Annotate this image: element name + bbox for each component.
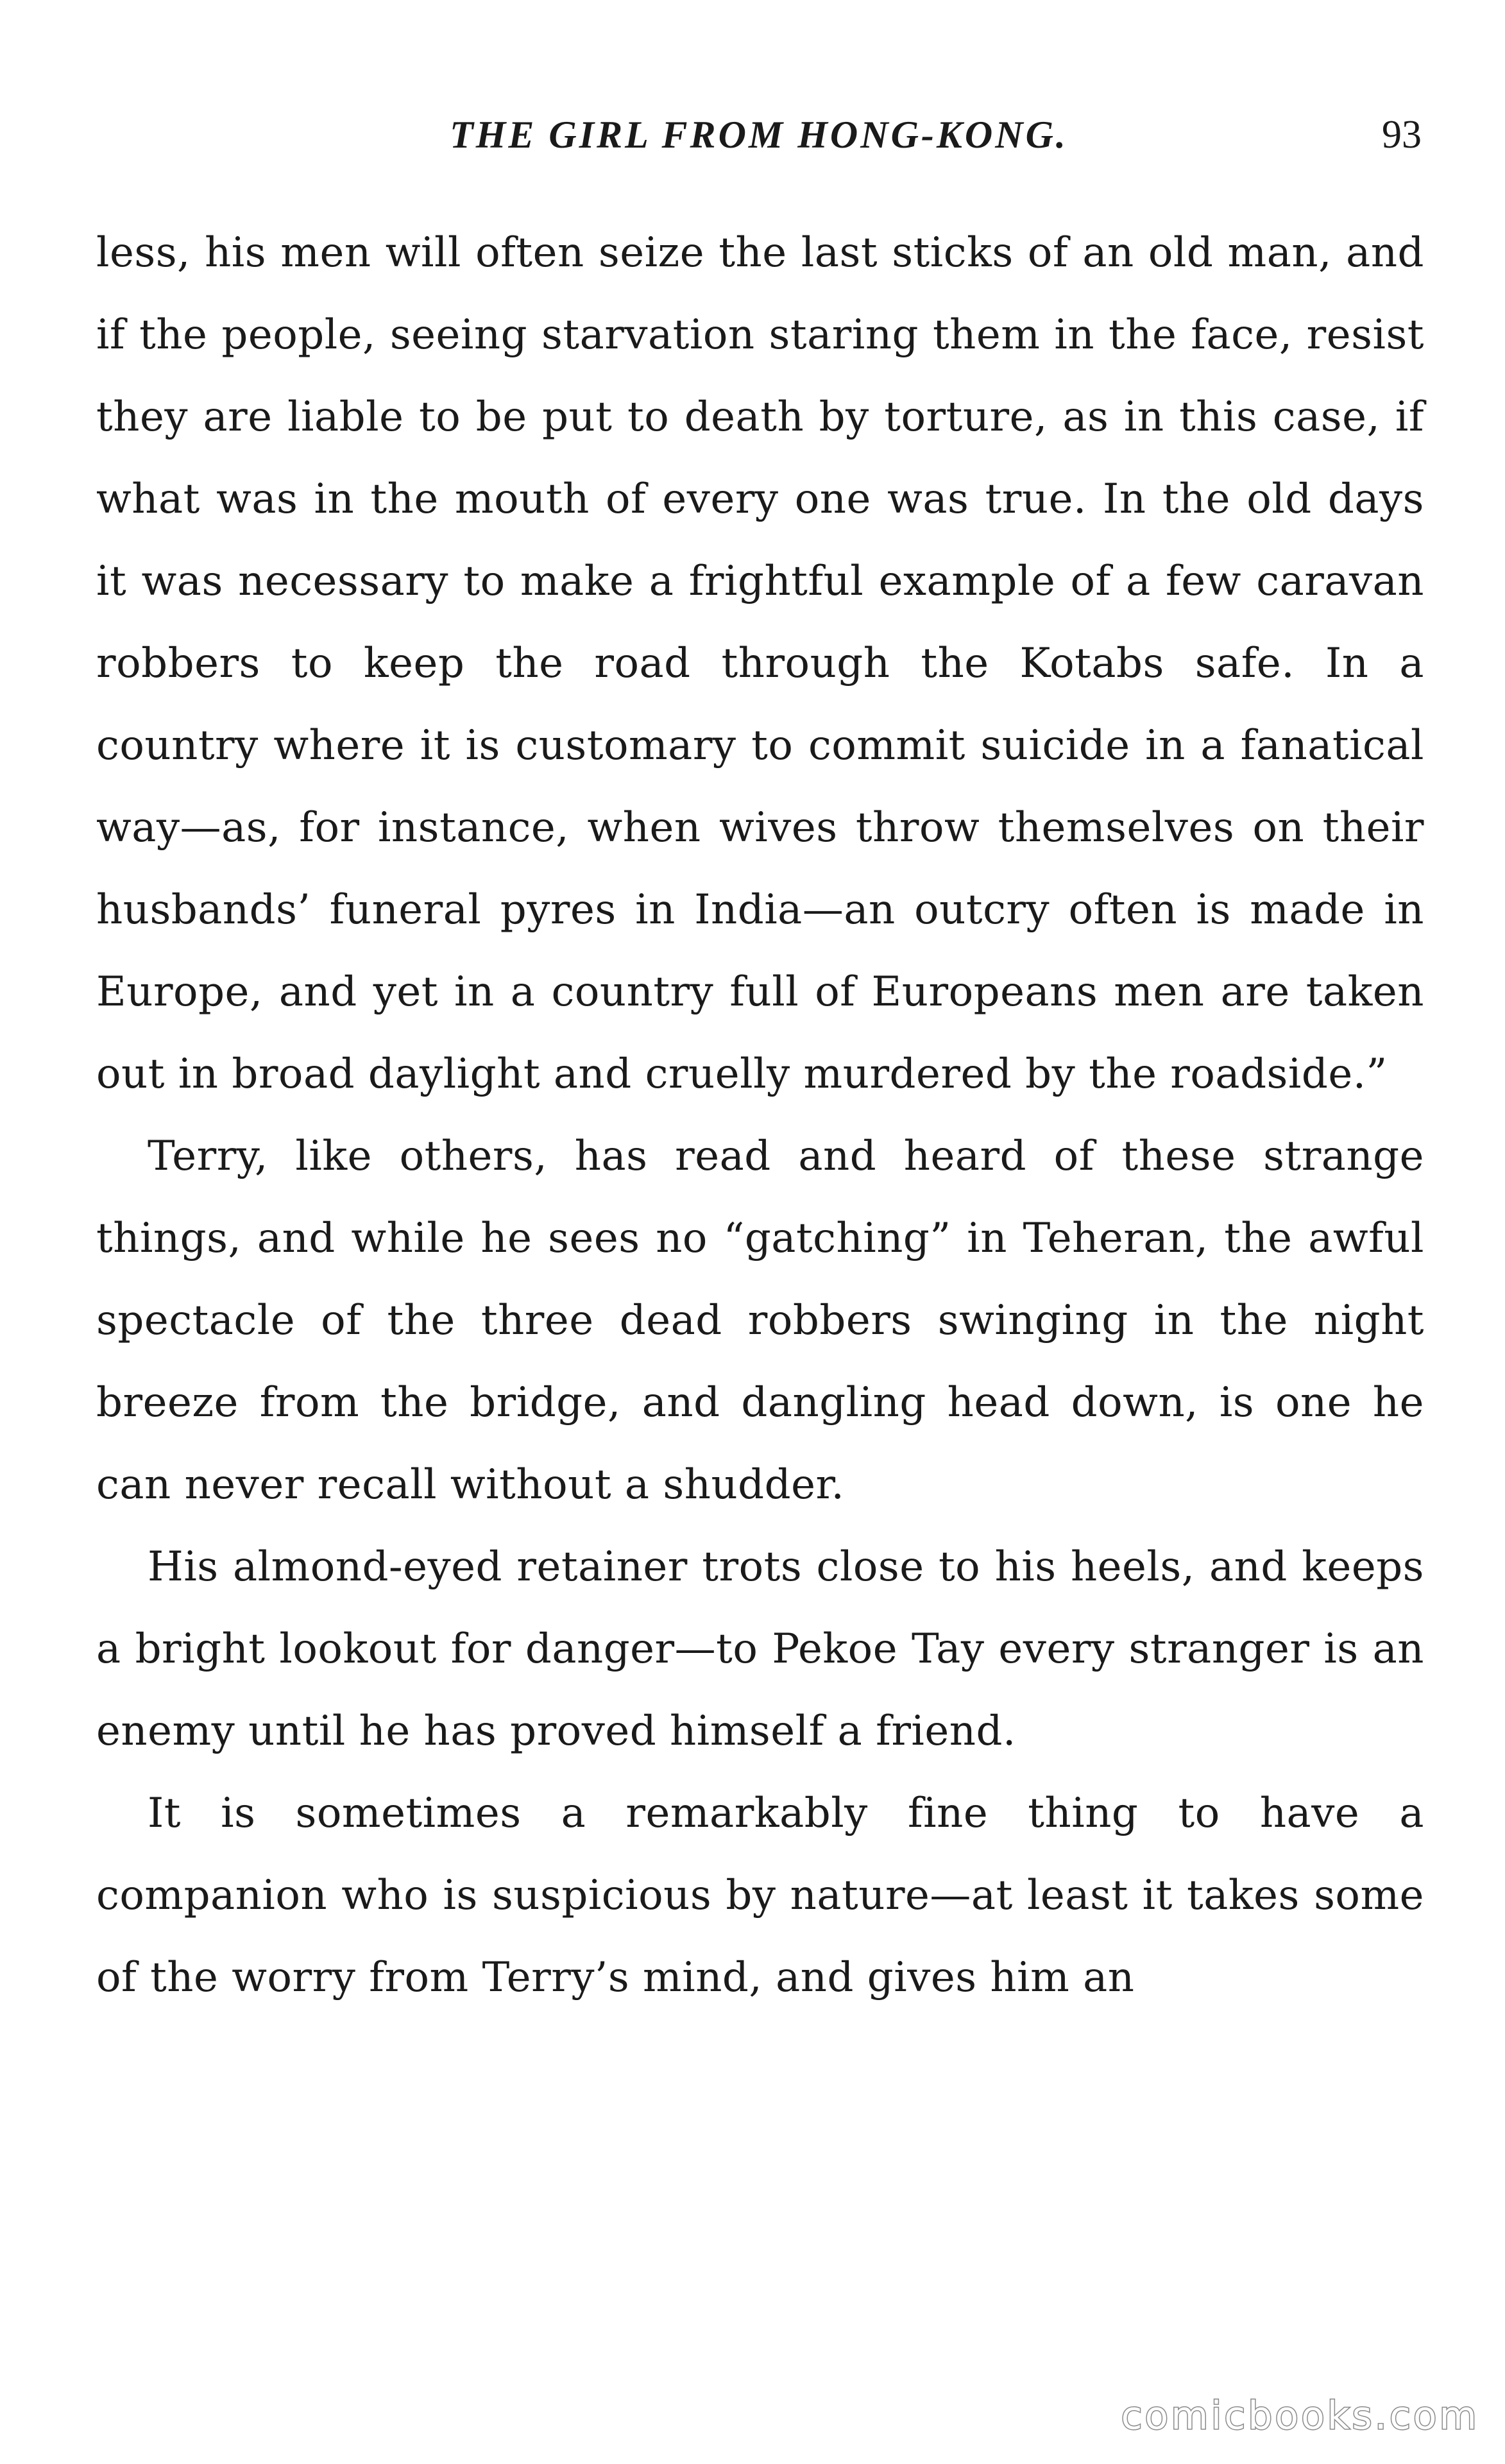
paragraph-continuation: less, his men will often seize the last sticks of an old man, and if the people, seeing starvation staring them in the face, resist they are liable to be put to death by torture, as in this case, if what was in the mouth of every one was true. In the old days it was necessary to make a frightful example of a few caravan robbers to keep the road through the Kotabs safe. In a country where it is customary to commit suicide in a fanatical way—as, for instance, when wives throw themselves on their husbands’ funeral pyres in India—an outcry often is made in Europe, and yet in a country full of Europeans men are taken out in broad daylight and cruelly murdered by the roadside.” xyxy=(96,229,1424,1098)
running-head xyxy=(96,109,1422,160)
running-title: THE GIRL FROM HONG-KONG. xyxy=(450,114,1068,156)
paragraph-companion: It is sometimes a remarkably fine thing to have a companion who is suspicious by nature—at least it takes some of the worry from Terry’s mind, and gives him an xyxy=(96,1790,1424,2001)
paragraph-retainer: His almond-eyed retainer trots close to his heels, and keeps a bright lookout for danger—to Pekoe Tay every stranger is an enemy until he has proved himself a friend. xyxy=(96,1543,1424,1755)
watermark-logo: comicbooks.com xyxy=(1121,2393,1479,2438)
paragraph-terry: Terry, like others, has read and heard of these strange things, and while he sees no “gatching” in Teheran, the awful spectacle of the three dead robbers swinging in the night breeze from the bridge, and dangling head down, is one he can never recall without a shudder. xyxy=(96,1133,1424,1509)
page-number: 93 xyxy=(1382,113,1422,157)
body-text xyxy=(96,212,1424,2019)
